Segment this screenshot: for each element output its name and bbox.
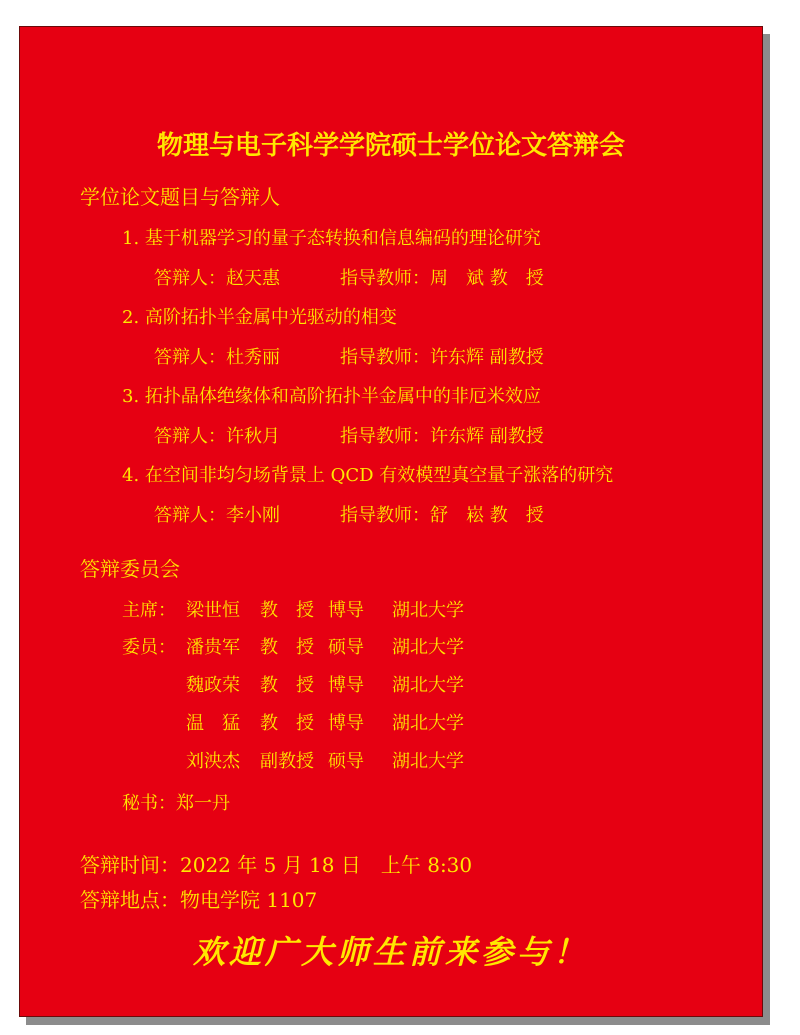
committee-name: 温 猛 (186, 713, 240, 734)
committee-org: 湖北大学 (392, 600, 464, 621)
advisor: 指导教师：舒 崧 教 授 (340, 505, 544, 526)
secretary: 秘书：郑一丹 (122, 793, 230, 814)
thesis-title: 3. 拓扑晶体绝缘体和高阶拓扑半金属中的非厄米效应 (122, 386, 541, 407)
thesis-people (154, 501, 544, 527)
committee-rank: 教 授 (260, 600, 314, 621)
defense-time: 答辩时间：2022 年 5 月 18 日 上午 8:30 (80, 853, 473, 877)
committee-row (122, 633, 464, 659)
committee-name: 梁世恒 (186, 600, 240, 621)
advisor: 指导教师：周 斌 教 授 (340, 268, 544, 289)
thesis-people (154, 343, 544, 369)
committee-degree: 博导 (328, 713, 364, 734)
committee-name: 潘贵军 (186, 637, 240, 658)
committee-degree: 硕导 (328, 751, 364, 772)
committee-row (122, 747, 464, 772)
committee-heading: 答辩委员会 (80, 557, 180, 581)
defense-place: 答辩地点：物电学院 1107 (80, 888, 318, 912)
thesis-title: 2. 高阶拓扑半金属中光驱动的相变 (122, 307, 397, 328)
thesis-title: 1. 基于机器学习的量子态转换和信息编码的理论研究 (122, 228, 541, 249)
committee-row (122, 596, 464, 622)
committee-degree: 博导 (328, 675, 364, 696)
committee-rank: 教 授 (260, 713, 314, 734)
committee-rank: 教 授 (260, 637, 314, 658)
defender: 答辩人：李小刚 (154, 505, 280, 526)
committee-name: 魏政荣 (186, 675, 240, 696)
defender: 答辩人：赵天惠 (154, 268, 280, 289)
thesis-people (154, 264, 544, 290)
committee-row (122, 671, 464, 696)
defender: 答辩人：杜秀丽 (154, 347, 280, 368)
welcome-message: 欢迎广大师生前来参与！ (192, 933, 589, 971)
committee-name: 刘泱杰 (186, 751, 240, 772)
defender: 答辩人：许秋月 (154, 426, 280, 447)
committee-degree: 硕导 (328, 637, 364, 658)
committee-role: 主席： (122, 600, 176, 621)
poster (19, 26, 763, 1017)
committee-role: 委员： (122, 637, 176, 658)
poster-title: 物理与电子科学学院硕士学位论文答辩会 (156, 131, 625, 161)
advisor: 指导教师：许东辉 副教授 (340, 426, 544, 447)
committee-rank: 副教授 (260, 751, 314, 772)
thesis-people (154, 422, 544, 448)
committee-org: 湖北大学 (392, 713, 464, 734)
committee-org: 湖北大学 (392, 637, 464, 658)
committee-row (122, 709, 464, 734)
committee-rank: 教 授 (260, 675, 314, 696)
thesis-title: 4. 在空间非均匀场背景上 QCD 有效模型真空量子涨落的研究 (122, 465, 614, 486)
committee-degree: 博导 (328, 600, 364, 621)
theses-heading: 学位论文题目与答辩人 (80, 185, 280, 209)
committee-org: 湖北大学 (392, 675, 464, 696)
advisor: 指导教师：许东辉 副教授 (340, 347, 544, 368)
committee-org: 湖北大学 (392, 751, 464, 772)
